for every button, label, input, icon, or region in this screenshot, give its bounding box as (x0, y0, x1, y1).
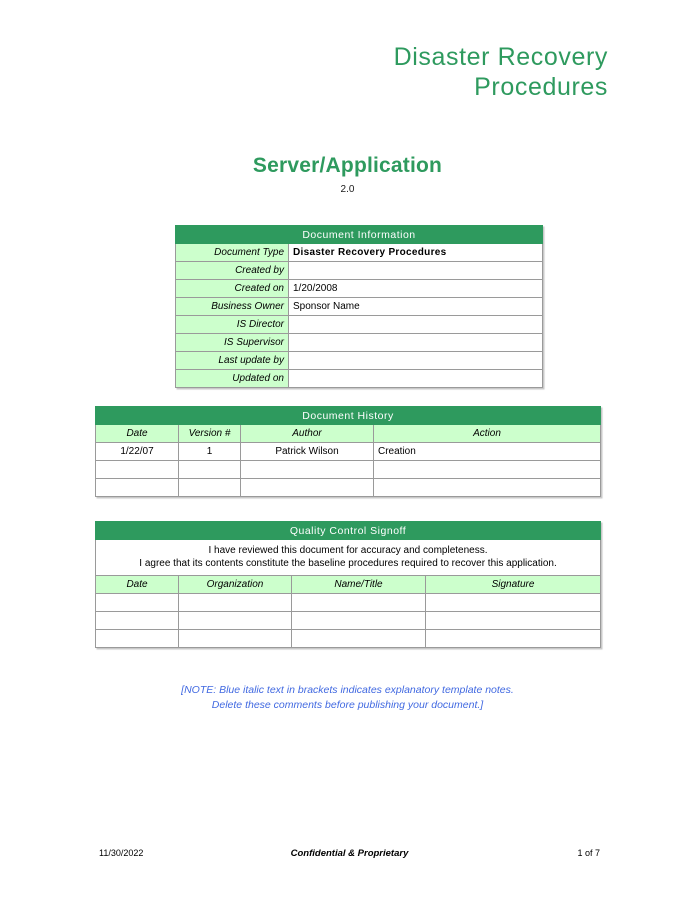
signoff-signature[interactable] (426, 612, 601, 630)
page-title (60, 42, 608, 102)
column-header-date: Date (96, 425, 179, 443)
field-value-business-owner[interactable]: Sponsor Name (289, 298, 543, 316)
page-footer (99, 848, 600, 862)
signoff-statement (96, 540, 601, 576)
page-title-line-1: Disaster Recovery (393, 43, 608, 71)
field-value-is-supervisor[interactable] (289, 334, 543, 352)
history-author[interactable]: Patrick Wilson (241, 443, 374, 461)
table-row (176, 352, 543, 370)
history-author[interactable] (241, 479, 374, 497)
table-row (96, 594, 601, 612)
page-title-line-2: Procedures (474, 73, 608, 101)
table-row (176, 334, 543, 352)
table-row (96, 479, 601, 497)
footer-confidentiality: Confidential & Proprietary (290, 848, 409, 859)
field-value-created-by[interactable] (289, 262, 543, 280)
signoff-organization[interactable] (179, 612, 292, 630)
field-label-created-by: Created by (176, 262, 289, 280)
field-label-updated-on: Updated on (176, 370, 289, 388)
history-action[interactable] (374, 479, 601, 497)
table-row (176, 370, 543, 388)
field-label-is-supervisor: IS Supervisor (176, 334, 289, 352)
column-header-action: Action (374, 425, 601, 443)
column-header-signature: Signature (426, 576, 601, 594)
table-title-document-history: Document History (96, 407, 601, 425)
table-row (176, 262, 543, 280)
page-subtitle: Server/Application (252, 154, 443, 177)
signoff-signature[interactable] (426, 594, 601, 612)
field-label-last-update-by: Last update by (176, 352, 289, 370)
signoff-organization[interactable] (179, 630, 292, 648)
column-header-name-title: Name/Title (292, 576, 426, 594)
signoff-name-title[interactable] (292, 612, 426, 630)
signoff-date[interactable] (96, 612, 179, 630)
table-header-row (176, 226, 543, 244)
history-date[interactable] (96, 461, 179, 479)
table-title-quality-control-signoff: Quality Control Signoff (96, 522, 601, 540)
table-row (96, 612, 601, 630)
table-document-information (175, 225, 543, 388)
table-header-row (96, 407, 601, 425)
field-value-updated-on[interactable] (289, 370, 543, 388)
history-action[interactable] (374, 461, 601, 479)
signoff-statement-line-2: I agree that its contents constitute the baseline procedures required to recover this application. (139, 558, 557, 569)
table-title-document-information: Document Information (176, 226, 543, 244)
field-value-last-update-by[interactable] (289, 352, 543, 370)
table-row (176, 280, 543, 298)
history-date[interactable]: 1/22/07 (96, 443, 179, 461)
table-column-header-row (96, 576, 601, 594)
signoff-name-title[interactable] (292, 594, 426, 612)
table-document-history (95, 406, 601, 497)
signoff-date[interactable] (96, 630, 179, 648)
signoff-date[interactable] (96, 594, 179, 612)
column-header-organization: Organization (179, 576, 292, 594)
document-version: 2.0 (340, 184, 355, 195)
field-label-created-on: Created on (176, 280, 289, 298)
field-label-is-director: IS Director (176, 316, 289, 334)
table-row (96, 461, 601, 479)
history-action[interactable]: Creation (374, 443, 601, 461)
table-column-header-row (96, 425, 601, 443)
signoff-statement-row (96, 540, 601, 576)
table-header-row (96, 522, 601, 540)
signoff-name-title[interactable] (292, 630, 426, 648)
column-header-author: Author (241, 425, 374, 443)
template-note-line-1: [NOTE: Blue italic text in brackets indicates explanatory template notes. (181, 684, 514, 696)
history-version[interactable] (179, 461, 241, 479)
table-row (176, 298, 543, 316)
field-value-document-type[interactable]: Disaster Recovery Procedures (289, 244, 543, 262)
history-version[interactable]: 1 (179, 443, 241, 461)
history-author[interactable] (241, 461, 374, 479)
template-note-line-2: Delete these comments before publishing your document.] (211, 699, 484, 711)
signoff-signature[interactable] (426, 630, 601, 648)
footer-page-number: 1 of 7 (577, 848, 600, 858)
signoff-organization[interactable] (179, 594, 292, 612)
column-header-date: Date (96, 576, 179, 594)
field-value-is-director[interactable] (289, 316, 543, 334)
table-row (176, 316, 543, 334)
table-quality-control-signoff (95, 521, 601, 648)
template-note (0, 683, 695, 713)
table-row (96, 630, 601, 648)
field-label-business-owner: Business Owner (176, 298, 289, 316)
history-version[interactable] (179, 479, 241, 497)
table-row (176, 244, 543, 262)
signoff-statement-line-1: I have reviewed this document for accuracy and completeness. (208, 545, 488, 556)
history-date[interactable] (96, 479, 179, 497)
field-label-document-type: Document Type (176, 244, 289, 262)
table-row (96, 443, 601, 461)
column-header-version: Version # (179, 425, 241, 443)
field-value-created-on[interactable]: 1/20/2008 (289, 280, 543, 298)
footer-date: 11/30/2022 (99, 848, 144, 858)
